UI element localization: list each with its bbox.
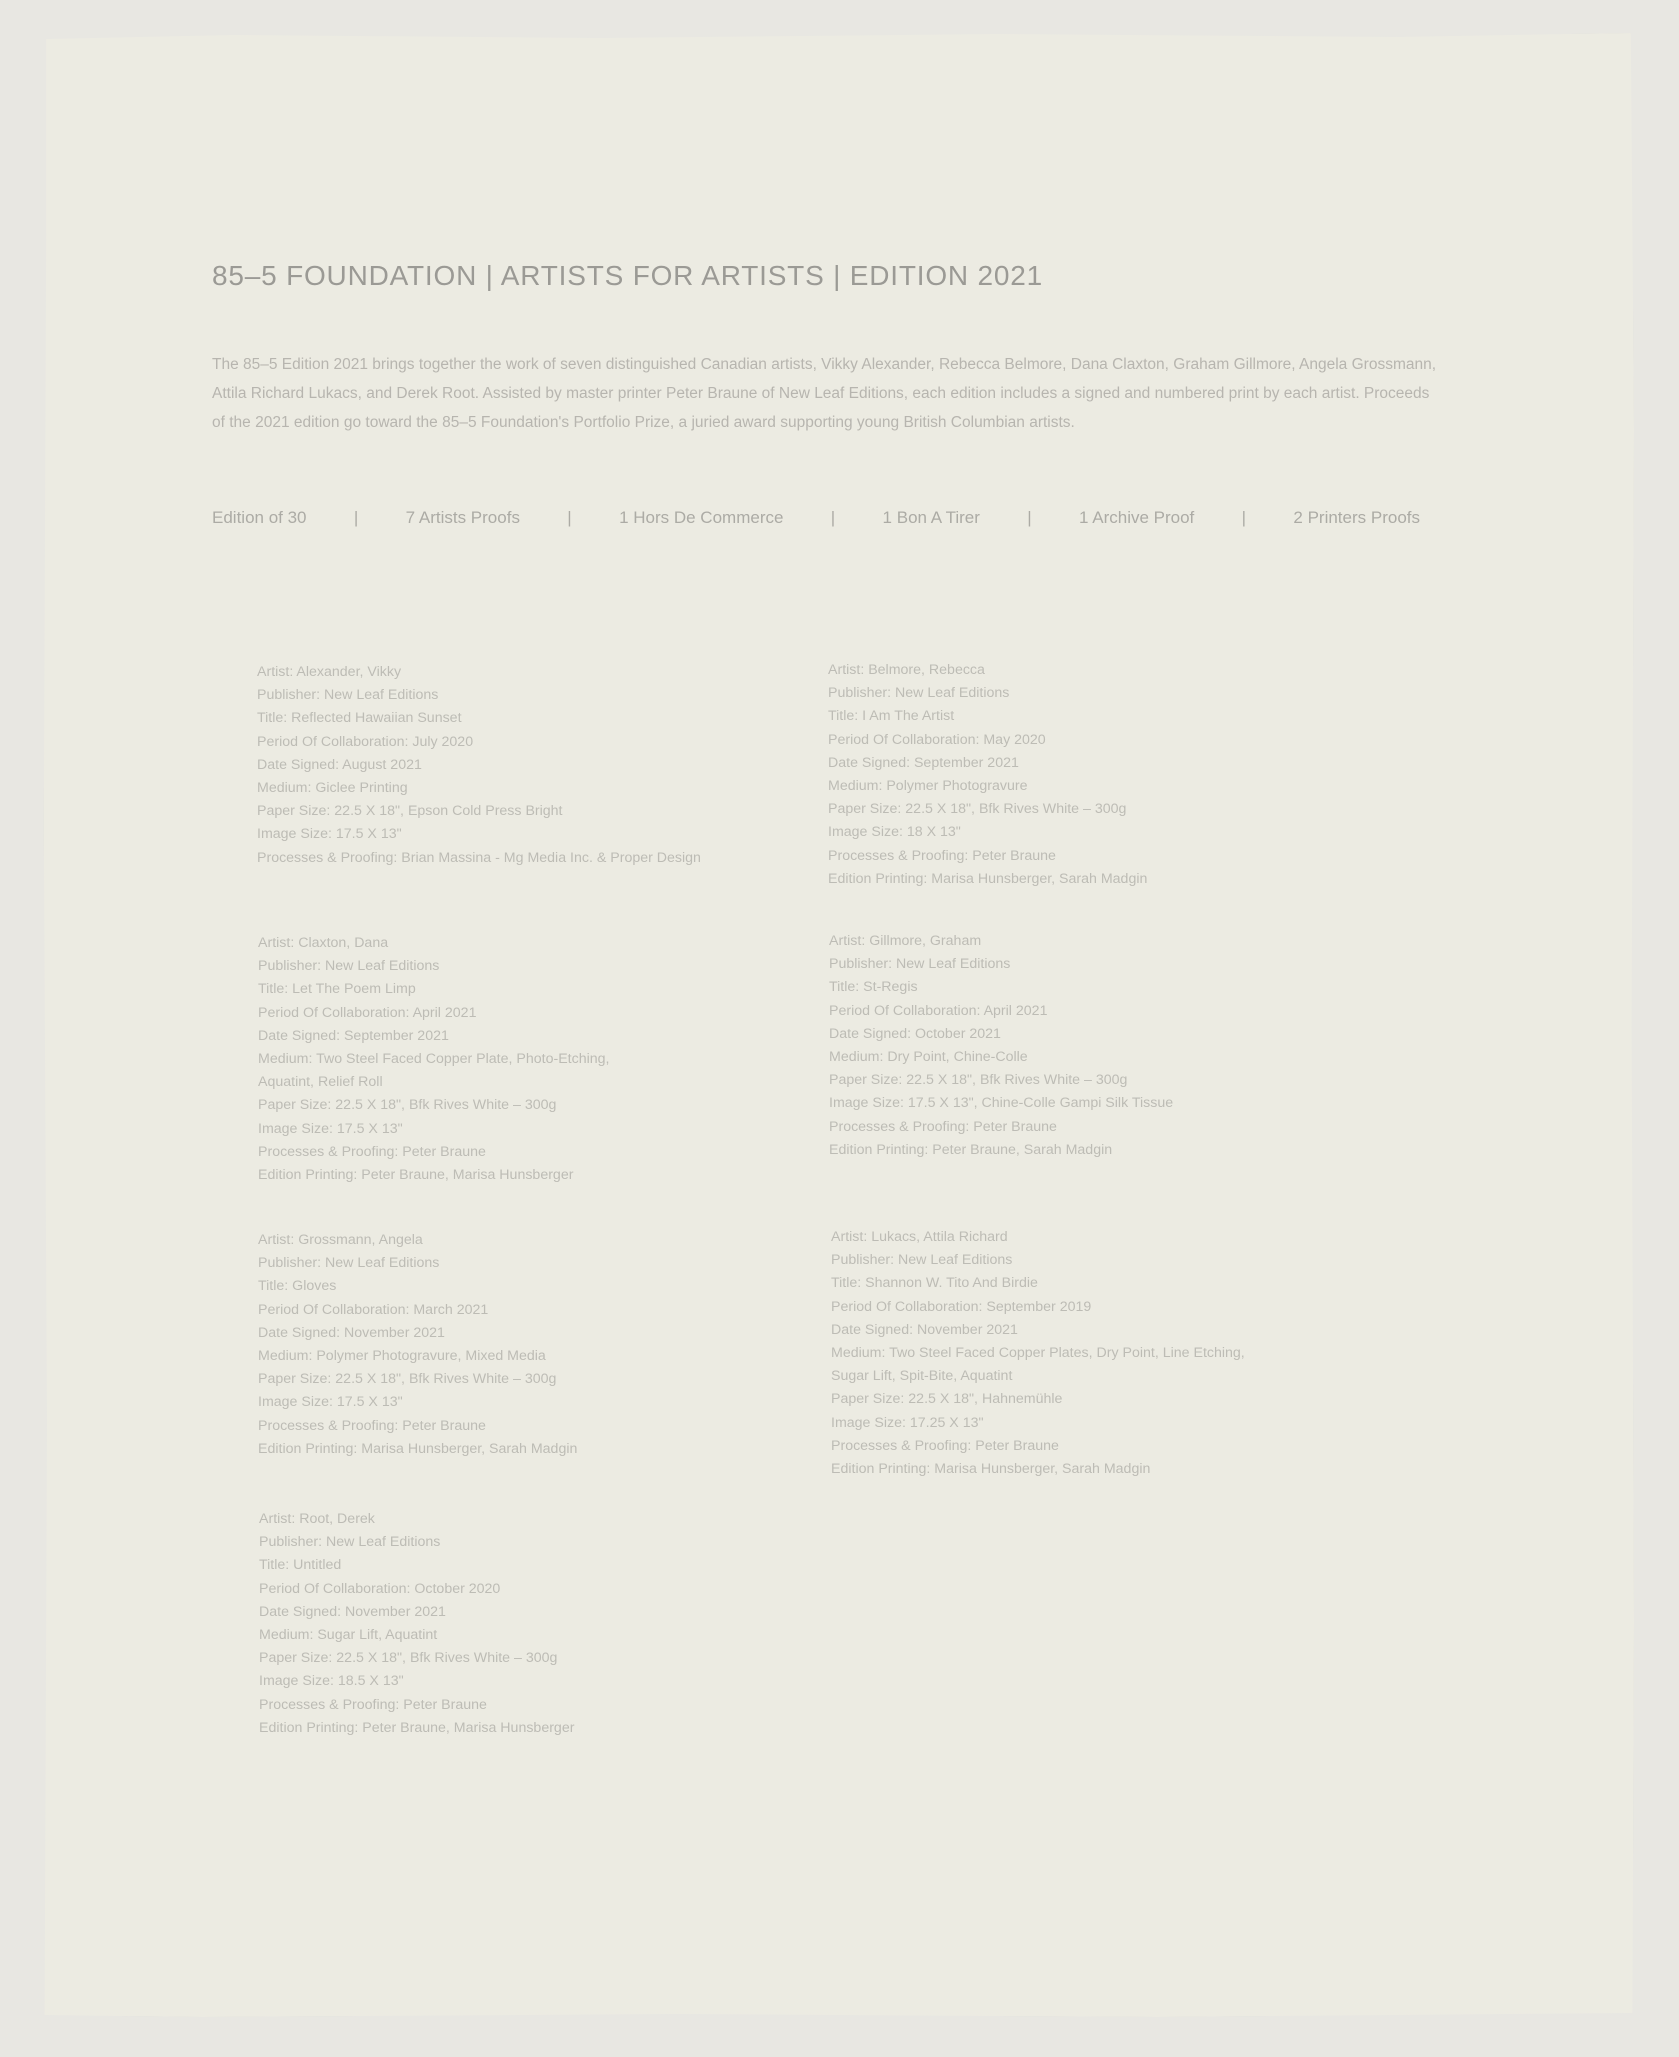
artist-line: Date Signed: September 2021 <box>258 1027 449 1044</box>
artist-line: Publisher: New Leaf Editions <box>831 1252 1013 1269</box>
artist-line: Medium: Sugar Lift, Aquatint <box>259 1627 438 1644</box>
artist-line: Period Of Collaboration: April 2021 <box>829 1002 1048 1019</box>
artist-line: Aquatint, Relief Roll <box>258 1074 383 1091</box>
artist-line: Publisher: New Leaf Editions <box>257 687 439 704</box>
artist-line: Edition Printing: Marisa Hunsberger, Sarah Madgin <box>258 1440 578 1457</box>
artist-line: Period Of Collaboration: September 2019 <box>831 1298 1092 1315</box>
artist-line: Paper Size: 22.5 X 18", Bfk Rives White – 300g <box>258 1371 557 1388</box>
artist-line: Period Of Collaboration: October 2020 <box>259 1580 501 1597</box>
edition-info-row <box>212 508 1420 528</box>
artist-line: Edition Printing: Marisa Hunsberger, Sarah Madgin <box>831 1461 1151 1478</box>
intro-paragraph: The 85–5 Edition 2021 brings together the work of seven distinguished Canadian artists, Vikky Alexander, Rebecca Belmore, Dana Claxton, Graham Gillmore, Angela Grossmann, Attila Richard Lukacs, and Derek Root. Assisted by master printer Peter Braune of New Leaf Editions, each edition includes a signed and numbered print by each artist. Proceeds of the 2021 edition go toward the 85–5 Foundation's Portfolio Prize, a juried award supporting young British Columbian artists. <box>212 356 1437 431</box>
artist-line: Processes & Proofing: Brian Massina - Mg Media Inc. & Proper Design <box>257 849 701 866</box>
artist-line: Image Size: 17.5 X 13" <box>258 1120 403 1137</box>
artist-line: Date Signed: November 2021 <box>258 1324 445 1341</box>
artist-line: Title: Gloves <box>258 1278 337 1295</box>
artist-line: Edition Printing: Peter Braune, Marisa Hunsberger <box>259 1719 575 1736</box>
artist-line: Publisher: New Leaf Editions <box>828 685 1010 702</box>
artist-block-root <box>259 1508 574 1740</box>
artist-line: Edition Printing: Peter Braune, Marisa Hunsberger <box>258 1167 574 1184</box>
artist-line: Artist: Claxton, Dana <box>258 935 389 951</box>
separator: | <box>567 508 572 527</box>
artist-block-lukacs <box>831 1226 1245 1481</box>
artist-line: Date Signed: September 2021 <box>828 754 1019 771</box>
artist-block-gillmore <box>829 930 1173 1162</box>
artist-line: Paper Size: 22.5 X 18", Bfk Rives White – 300g <box>259 1650 558 1667</box>
artist-line: Processes & Proofing: Peter Braune <box>829 1118 1057 1135</box>
bon-a-tirer: 1 Bon A Tirer <box>882 508 980 527</box>
artist-line: Publisher: New Leaf Editions <box>259 1534 441 1551</box>
artist-line: Date Signed: November 2021 <box>831 1321 1018 1338</box>
artist-line: Edition Printing: Marisa Hunsberger, Sarah Madgin <box>828 870 1148 887</box>
separator: | <box>1241 508 1247 527</box>
artist-line: Image Size: 18.5 X 13" <box>259 1673 404 1690</box>
artist-line: Medium: Two Steel Faced Copper Plate, Photo-Etching, <box>258 1051 610 1068</box>
artist-line: Artist: Root, Derek <box>259 1511 375 1527</box>
artist-line: Processes & Proofing: Peter Braune <box>828 847 1056 864</box>
artist-line: Image Size: 17.5 X 13", Chine-Colle Gampi Silk Tissue <box>829 1095 1174 1112</box>
artist-line: Medium: Giclee Printing <box>257 780 408 797</box>
separator: | <box>830 508 836 527</box>
hors-de-commerce: 1 Hors De Commerce <box>619 508 784 527</box>
artist-line: Image Size: 17.5 X 13" <box>257 826 402 843</box>
artist-line: Period Of Collaboration: May 2020 <box>828 731 1046 748</box>
artist-line: Date Signed: October 2021 <box>829 1025 1001 1042</box>
artist-line: Artist: Alexander, Vikky <box>257 664 402 680</box>
artist-line: Date Signed: August 2021 <box>257 756 422 773</box>
artist-line: Period Of Collaboration: April 2021 <box>258 1004 477 1021</box>
artist-line: Medium: Polymer Photogravure <box>828 778 1028 795</box>
printers-proofs: 2 Printers Proofs <box>1293 508 1420 527</box>
artist-line: Image Size: 17.25 X 13" <box>831 1414 984 1431</box>
artist-line: Title: Shannon W. Tito And Birdie <box>831 1275 1038 1292</box>
separator: | <box>1027 508 1032 527</box>
artist-line: Title: I Am The Artist <box>828 708 955 725</box>
artist-block-alexander <box>257 661 701 870</box>
artist-line: Date Signed: November 2021 <box>259 1603 446 1620</box>
page-title: 85–5 FOUNDATION | ARTISTS FOR ARTISTS | EDITION 2021 <box>212 260 1044 291</box>
artist-line: Title: Reflected Hawaiian Sunset <box>257 710 462 727</box>
artist-line: Paper Size: 22.5 X 18", Bfk Rives White – 300g <box>828 801 1127 818</box>
artist-line: Image Size: 17.5 X 13" <box>258 1394 403 1411</box>
artist-line: Paper Size: 22.5 X 18", Epson Cold Press Bright <box>257 803 563 820</box>
artist-line: Processes & Proofing: Peter Braune <box>258 1417 486 1434</box>
separator: | <box>353 508 359 527</box>
artist-line: Processes & Proofing: Peter Braune <box>258 1143 486 1160</box>
artist-line: Medium: Two Steel Faced Copper Plates, Dry Point, Line Etching, <box>831 1345 1245 1362</box>
artist-line: Processes & Proofing: Peter Braune <box>259 1696 487 1713</box>
artists-proofs: 7 Artists Proofs <box>405 508 520 527</box>
artist-line: Artist: Grossmann, Angela <box>258 1232 423 1248</box>
artist-line: Image Size: 18 X 13" <box>828 824 961 841</box>
artist-line: Artist: Lukacs, Attila Richard <box>831 1229 1008 1245</box>
artist-line: Artist: Belmore, Rebecca <box>828 662 985 678</box>
artist-line: Processes & Proofing: Peter Braune <box>831 1437 1059 1454</box>
artist-line: Sugar Lift, Spit-Bite, Aquatint <box>831 1368 1013 1385</box>
artist-line: Title: Let The Poem Limp <box>258 981 416 998</box>
artist-block-belmore <box>828 659 1147 891</box>
artist-line: Period Of Collaboration: July 2020 <box>257 733 474 750</box>
artist-line: Period Of Collaboration: March 2021 <box>258 1301 489 1318</box>
artist-block-grossmann <box>258 1229 577 1461</box>
artist-line: Paper Size: 22.5 X 18", Hahnemühle <box>831 1391 1063 1408</box>
artist-line: Title: Untitled <box>259 1557 342 1574</box>
artist-line: Edition Printing: Peter Braune, Sarah Madgin <box>829 1141 1113 1158</box>
artist-line: Paper Size: 22.5 X 18", Bfk Rives White – 300g <box>258 1097 557 1114</box>
artist-line: Medium: Polymer Photogravure, Mixed Media <box>258 1348 546 1365</box>
artist-line: Publisher: New Leaf Editions <box>829 956 1011 973</box>
edition-size: Edition of 30 <box>212 508 307 527</box>
artist-line: Paper Size: 22.5 X 18", Bfk Rives White – 300g <box>829 1072 1128 1089</box>
artist-line: Publisher: New Leaf Editions <box>258 958 440 975</box>
archive-proof: 1 Archive Proof <box>1079 508 1195 527</box>
artist-block-claxton <box>258 932 609 1187</box>
artist-line: Title: St-Regis <box>829 979 918 996</box>
artist-line: Artist: Gillmore, Graham <box>829 933 982 949</box>
artist-line: Medium: Dry Point, Chine-Colle <box>829 1049 1028 1066</box>
artist-line: Publisher: New Leaf Editions <box>258 1255 440 1272</box>
